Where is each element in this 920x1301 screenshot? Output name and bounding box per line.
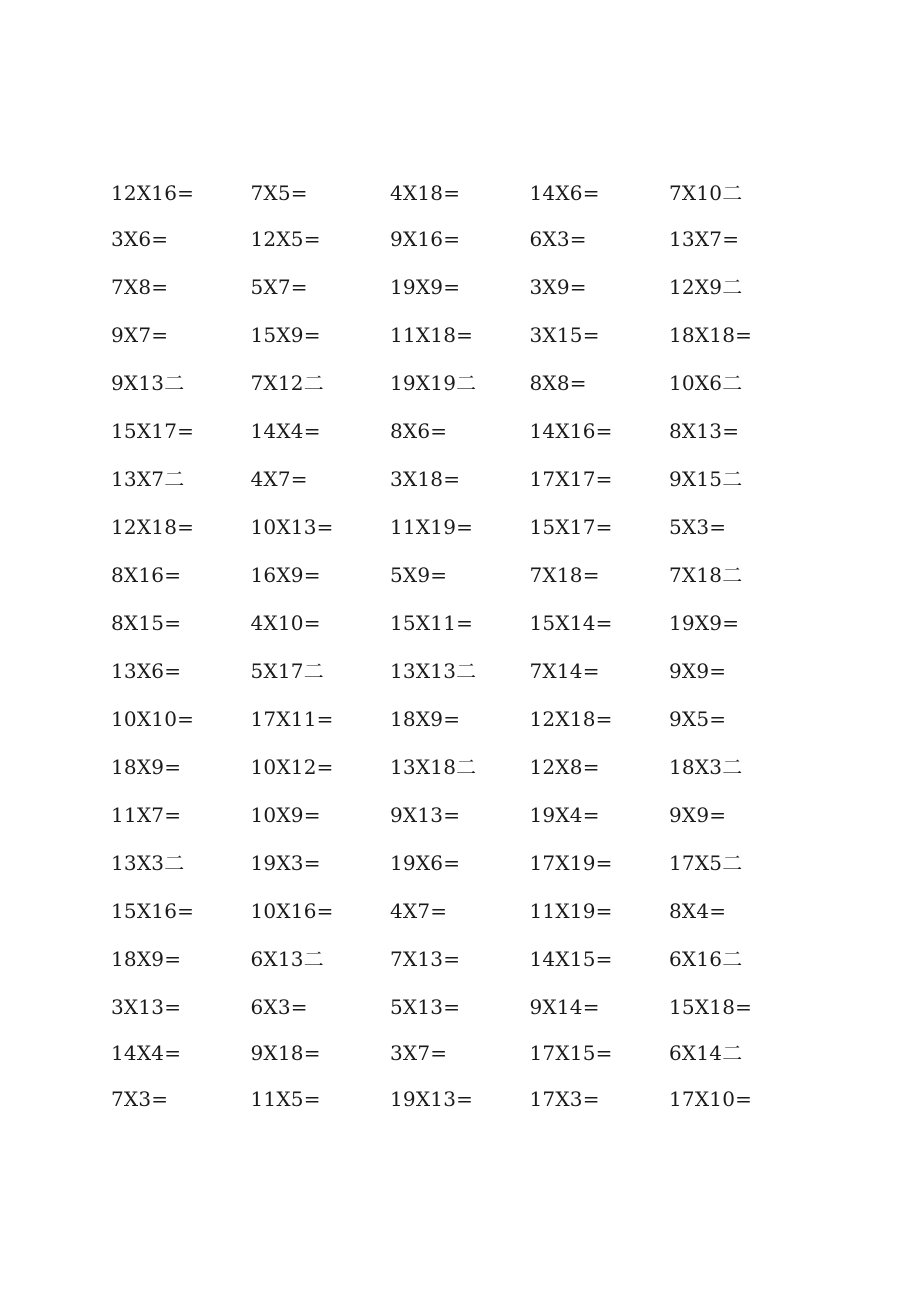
multiplication-problem: 8X13= bbox=[669, 419, 740, 443]
multiplication-problem: 13X13二 bbox=[390, 659, 477, 683]
multiplication-problem: 10X13= bbox=[250, 515, 334, 539]
multiplication-problem: 8X16= bbox=[111, 563, 182, 587]
multiplication-problem: 18X3二 bbox=[669, 755, 743, 779]
multiplication-problem: 18X18= bbox=[669, 323, 753, 347]
multiplication-problem: 19X9= bbox=[390, 275, 461, 299]
problem-row bbox=[111, 455, 811, 503]
problem-row bbox=[111, 215, 811, 263]
multiplication-problem: 13X7二 bbox=[111, 467, 185, 491]
multiplication-problem: 9X9= bbox=[669, 659, 727, 683]
multiplication-problem: 17X5二 bbox=[669, 851, 743, 875]
multiplication-problem: 17X19= bbox=[529, 851, 613, 875]
multiplication-problem: 3X13= bbox=[111, 995, 182, 1019]
multiplication-problem: 10X16= bbox=[250, 899, 334, 923]
multiplication-problem: 9X18= bbox=[250, 1041, 321, 1065]
multiplication-problem: 6X13二 bbox=[250, 947, 324, 971]
multiplication-problem: 17X10= bbox=[669, 1087, 753, 1111]
multiplication-problem: 6X16二 bbox=[669, 947, 743, 971]
multiplication-problem: 3X15= bbox=[529, 323, 600, 347]
multiplication-problem: 10X10= bbox=[111, 707, 195, 731]
multiplication-problem: 5X9= bbox=[390, 563, 448, 587]
multiplication-problem: 7X3= bbox=[111, 1087, 169, 1111]
problem-row bbox=[111, 743, 811, 791]
multiplication-problem: 7X8= bbox=[111, 275, 169, 299]
multiplication-problem: 6X3= bbox=[250, 995, 308, 1019]
multiplication-problem: 7X5= bbox=[250, 181, 308, 205]
multiplication-problem: 15X18= bbox=[669, 995, 753, 1019]
multiplication-problem: 4X7= bbox=[390, 899, 448, 923]
problem-row bbox=[111, 407, 811, 455]
multiplication-problem: 9X5= bbox=[669, 707, 727, 731]
problem-row bbox=[111, 359, 811, 407]
multiplication-problem: 10X6二 bbox=[669, 371, 743, 395]
multiplication-problem: 11X19= bbox=[390, 515, 474, 539]
multiplication-problem: 13X3二 bbox=[111, 851, 185, 875]
multiplication-problem: 9X13= bbox=[390, 803, 461, 827]
multiplication-problem: 12X9二 bbox=[669, 275, 743, 299]
multiplication-problem: 12X8= bbox=[529, 755, 600, 779]
multiplication-problem: 12X16= bbox=[111, 181, 195, 205]
multiplication-problem: 17X17= bbox=[529, 467, 613, 491]
multiplication-problem: 14X16= bbox=[529, 419, 613, 443]
multiplication-problem: 14X6= bbox=[529, 181, 600, 205]
multiplication-problem: 3X6= bbox=[111, 227, 169, 251]
multiplication-problem: 7X14= bbox=[529, 659, 600, 683]
multiplication-problem: 15X17= bbox=[111, 419, 195, 443]
multiplication-problem: 15X16= bbox=[111, 899, 195, 923]
multiplication-problem: 8X6= bbox=[390, 419, 448, 443]
multiplication-problem: 5X17二 bbox=[250, 659, 324, 683]
multiplication-problem: 17X3= bbox=[529, 1087, 600, 1111]
multiplication-problem: 9X9= bbox=[669, 803, 727, 827]
multiplication-problem: 3X18= bbox=[390, 467, 461, 491]
multiplication-problem: 8X8= bbox=[529, 371, 587, 395]
multiplication-problem: 5X7= bbox=[250, 275, 308, 299]
problem-row bbox=[111, 935, 811, 983]
multiplication-problem: 5X3= bbox=[669, 515, 727, 539]
multiplication-problem: 11X18= bbox=[390, 323, 474, 347]
multiplication-worksheet bbox=[111, 171, 811, 1123]
multiplication-problem: 15X11= bbox=[390, 611, 474, 635]
multiplication-problem: 11X7= bbox=[111, 803, 182, 827]
multiplication-problem: 19X6= bbox=[390, 851, 461, 875]
problem-row bbox=[111, 311, 811, 359]
problem-row bbox=[111, 983, 811, 1031]
multiplication-problem: 13X18二 bbox=[390, 755, 477, 779]
multiplication-problem: 19X19二 bbox=[390, 371, 477, 395]
multiplication-problem: 12X18= bbox=[111, 515, 195, 539]
multiplication-problem: 8X4= bbox=[669, 899, 727, 923]
problem-row bbox=[111, 839, 811, 887]
multiplication-problem: 13X6= bbox=[111, 659, 182, 683]
multiplication-problem: 7X13= bbox=[390, 947, 461, 971]
multiplication-problem: 19X9= bbox=[669, 611, 740, 635]
multiplication-problem: 4X18= bbox=[390, 181, 461, 205]
multiplication-problem: 4X7= bbox=[250, 467, 308, 491]
multiplication-problem: 14X15= bbox=[529, 947, 613, 971]
multiplication-problem: 13X7= bbox=[669, 227, 740, 251]
multiplication-problem: 6X14二 bbox=[669, 1041, 743, 1065]
multiplication-problem: 12X5= bbox=[250, 227, 321, 251]
multiplication-problem: 8X15= bbox=[111, 611, 182, 635]
multiplication-problem: 6X3= bbox=[529, 227, 587, 251]
multiplication-problem: 10X12= bbox=[250, 755, 334, 779]
multiplication-problem: 16X9= bbox=[250, 563, 321, 587]
problem-row bbox=[111, 695, 811, 743]
multiplication-problem: 14X4= bbox=[250, 419, 321, 443]
multiplication-problem: 19X4= bbox=[529, 803, 600, 827]
multiplication-problem: 10X9= bbox=[250, 803, 321, 827]
multiplication-problem: 15X14= bbox=[529, 611, 613, 635]
multiplication-problem: 17X15= bbox=[529, 1041, 613, 1065]
problem-row bbox=[111, 887, 811, 935]
multiplication-problem: 9X7= bbox=[111, 323, 169, 347]
multiplication-problem: 7X18二 bbox=[669, 563, 743, 587]
multiplication-problem: 15X9= bbox=[250, 323, 321, 347]
problem-row bbox=[111, 1075, 811, 1123]
multiplication-problem: 14X4= bbox=[111, 1041, 182, 1065]
multiplication-problem: 17X11= bbox=[250, 707, 334, 731]
problem-row bbox=[111, 263, 811, 311]
problem-row bbox=[111, 791, 811, 839]
problem-row bbox=[111, 647, 811, 695]
multiplication-problem: 18X9= bbox=[111, 947, 182, 971]
problem-row bbox=[111, 599, 811, 647]
multiplication-problem: 9X15二 bbox=[669, 467, 743, 491]
multiplication-problem: 11X19= bbox=[529, 899, 613, 923]
problem-row bbox=[111, 551, 811, 599]
multiplication-problem: 9X13二 bbox=[111, 371, 185, 395]
problem-row bbox=[111, 503, 811, 551]
multiplication-problem: 3X9= bbox=[529, 275, 587, 299]
multiplication-problem: 15X17= bbox=[529, 515, 613, 539]
multiplication-problem: 18X9= bbox=[390, 707, 461, 731]
multiplication-problem: 4X10= bbox=[250, 611, 321, 635]
multiplication-problem: 7X12二 bbox=[250, 371, 324, 395]
multiplication-problem: 11X5= bbox=[250, 1087, 321, 1111]
problem-row bbox=[111, 171, 811, 215]
multiplication-problem: 7X18= bbox=[529, 563, 600, 587]
multiplication-problem: 19X13= bbox=[390, 1087, 474, 1111]
multiplication-problem: 9X16= bbox=[390, 227, 461, 251]
multiplication-problem: 19X3= bbox=[250, 851, 321, 875]
problem-row bbox=[111, 1031, 811, 1075]
multiplication-problem: 18X9= bbox=[111, 755, 182, 779]
multiplication-problem: 5X13= bbox=[390, 995, 461, 1019]
multiplication-problem: 7X10二 bbox=[669, 181, 743, 205]
multiplication-problem: 9X14= bbox=[529, 995, 600, 1019]
multiplication-problem: 3X7= bbox=[390, 1041, 448, 1065]
multiplication-problem: 12X18= bbox=[529, 707, 613, 731]
